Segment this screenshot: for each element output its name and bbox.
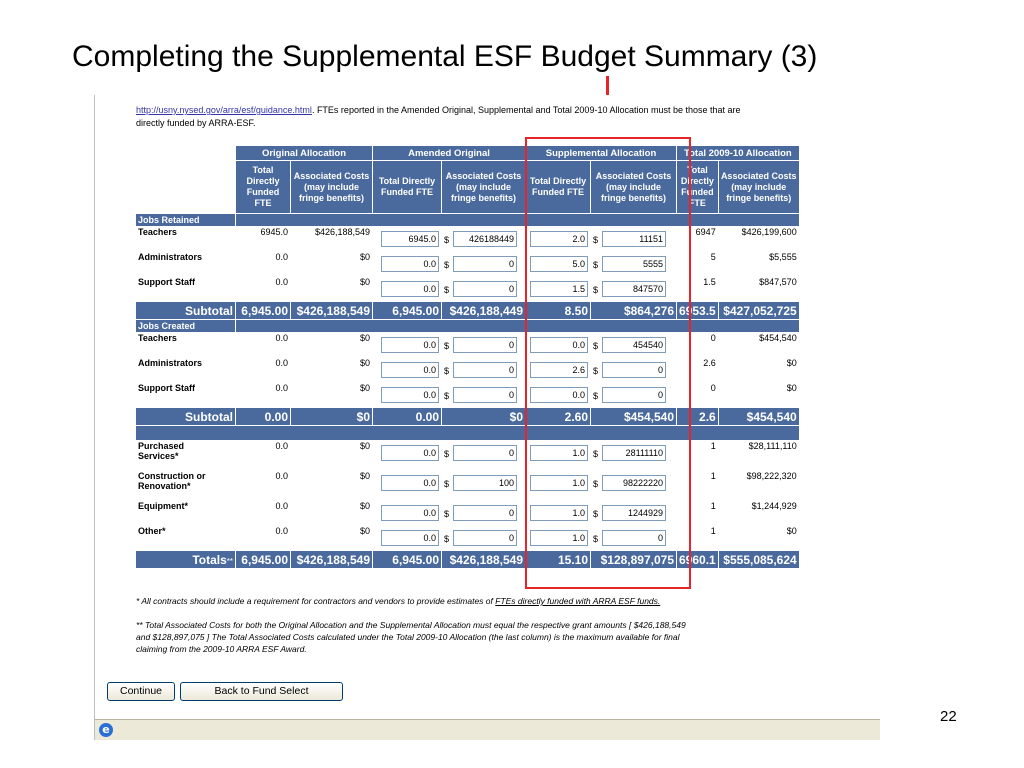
amend-cost-input[interactable]: 0 xyxy=(453,505,517,521)
row-label: Purchased xyxy=(138,441,185,451)
subtotal-supp-fte: 8.50 xyxy=(526,302,590,319)
subtotal-total-cost: $454,540 xyxy=(719,408,799,425)
totals-amend-cost: $426,188,549 xyxy=(442,551,525,568)
row-label: Administrators xyxy=(138,252,203,262)
subtotal-retained-row xyxy=(136,302,799,319)
subtotal-total-fte: 2.6 xyxy=(677,408,718,425)
total-fte: 1.5 xyxy=(703,277,716,287)
total-fte: 5 xyxy=(710,252,716,262)
supp-fte-cell xyxy=(526,227,590,251)
subtotal-amend-cost: $0 xyxy=(442,408,525,425)
orig-fte: 0.0 xyxy=(275,333,288,343)
supp-cost-cell xyxy=(591,227,676,251)
header-amended-original: Amended Original xyxy=(373,146,525,160)
header-original-allocation: Original Allocation xyxy=(236,146,372,160)
section-fill xyxy=(236,320,799,332)
supp-fte-cell xyxy=(526,358,590,382)
header-fte: Total Directly Funded FTE xyxy=(677,161,718,213)
continue-button[interactable]: Continue xyxy=(107,682,175,701)
browser-screenshot xyxy=(94,95,880,740)
currency-sign: $ xyxy=(593,260,599,270)
orig-cost: $0 xyxy=(359,526,370,536)
supp-cost-cell xyxy=(591,441,676,470)
header-costs: Associated Costs (may include fringe benefits) xyxy=(442,161,525,213)
row-label: Teachers xyxy=(138,333,177,343)
total-cost: $847,570 xyxy=(759,277,797,287)
supp-fte-input[interactable]: 1.0 xyxy=(530,530,588,546)
subtotal-orig-fte: 6,945.00 xyxy=(236,302,290,319)
header-costs: Associated Costs (may include fringe benefits) xyxy=(719,161,799,213)
amend-fte-cell xyxy=(373,471,441,500)
footnote-1 xyxy=(136,595,836,607)
amend-fte-cell xyxy=(373,277,441,301)
supp-cost-cell xyxy=(591,383,676,407)
header-total-allocation: Total 2009-10 Allocation xyxy=(677,146,799,160)
amend-fte-cell xyxy=(373,252,441,276)
row-label-line-2: Services* xyxy=(138,451,179,461)
table-row xyxy=(136,526,799,550)
total-cost: $0 xyxy=(786,358,797,368)
orig-fte: 6945.0 xyxy=(260,227,288,237)
status-bar xyxy=(95,719,880,740)
intro-text xyxy=(136,104,826,130)
amend-cost-input[interactable]: 0 xyxy=(453,362,517,378)
subtotal-orig-fte: 0.00 xyxy=(236,408,290,425)
amend-cost-cell xyxy=(442,358,525,382)
subtotal-total-cost: $427,052,725 xyxy=(719,302,799,319)
supp-cost-input[interactable]: 0 xyxy=(602,530,666,546)
amend-cost-input[interactable]: 0 xyxy=(453,281,517,297)
orig-cost: $0 xyxy=(359,252,370,262)
total-cost: $0 xyxy=(786,526,797,536)
row-label: Support Staff xyxy=(138,277,195,287)
section-jobs-retained: Jobs Retained xyxy=(136,214,235,226)
subtotal-supp-fte: 2.60 xyxy=(526,408,590,425)
table-row xyxy=(136,358,799,382)
supp-fte-input[interactable]: 1.0 xyxy=(530,475,588,491)
subtotal-created-row xyxy=(136,408,799,425)
subtotal-label: Subtotal xyxy=(136,302,235,319)
totals-row xyxy=(136,551,799,568)
total-fte: 0 xyxy=(710,383,716,393)
subtotal-label: Subtotal xyxy=(136,408,235,425)
amend-cost-cell xyxy=(442,471,525,500)
amend-cost-cell xyxy=(442,277,525,301)
total-cost: $454,540 xyxy=(759,333,797,343)
table-row xyxy=(136,277,799,301)
amend-cost-cell xyxy=(442,526,525,550)
currency-sign: $ xyxy=(593,449,599,459)
supp-fte-cell xyxy=(526,252,590,276)
currency-sign: $ xyxy=(444,260,450,270)
supp-fte-cell xyxy=(526,441,590,470)
supp-cost-cell xyxy=(591,333,676,357)
subtotal-supp-cost: $864,276 xyxy=(591,302,676,319)
header-blank xyxy=(136,146,235,160)
supp-fte-cell xyxy=(526,383,590,407)
orig-fte: 0.0 xyxy=(275,501,288,511)
supp-fte-input[interactable]: 2.6 xyxy=(530,362,588,378)
amend-cost-input[interactable]: 0 xyxy=(453,337,517,353)
totals-orig-cost: $426,188,549 xyxy=(291,551,372,568)
row-label-cell xyxy=(136,277,235,301)
currency-sign: $ xyxy=(593,479,599,489)
retained-rows xyxy=(136,227,799,301)
fte-guidance-link[interactable]: FTEs directly funded with ARRA ESF funds. xyxy=(495,596,661,606)
spacer-cell xyxy=(136,426,799,440)
supp-cost-input[interactable]: 0 xyxy=(602,362,666,378)
totals-label: Totals xyxy=(192,552,227,567)
subtotal-orig-cost: $0 xyxy=(291,408,372,425)
amend-cost-cell xyxy=(442,441,525,470)
row-label: Construction or xyxy=(138,471,206,481)
amend-cost-input[interactable]: 0 xyxy=(453,387,517,403)
total-fte: 0 xyxy=(710,333,716,343)
total-fte: 1 xyxy=(710,441,716,451)
total-fte: 1 xyxy=(710,526,716,536)
currency-sign: $ xyxy=(593,341,599,351)
supp-cost-input[interactable]: 98222220 xyxy=(602,475,666,491)
currency-sign: $ xyxy=(444,534,450,544)
total-cost: $0 xyxy=(786,383,797,393)
row-label-cell xyxy=(136,358,235,382)
total-cost: $1,244,929 xyxy=(751,501,797,511)
other-rows xyxy=(136,441,799,550)
supp-fte-input[interactable]: 0.0 xyxy=(530,337,588,353)
table-row xyxy=(136,383,799,407)
currency-sign: $ xyxy=(444,366,450,376)
amend-cost-cell xyxy=(442,333,525,357)
orig-cost: $0 xyxy=(359,501,370,511)
header-costs: Associated Costs (may include fringe benefits) xyxy=(591,161,676,213)
page-number: 22 xyxy=(940,708,957,725)
subtotal-supp-cost: $454,540 xyxy=(591,408,676,425)
amend-fte-cell xyxy=(373,333,441,357)
row-label: Administrators xyxy=(138,358,203,368)
orig-fte: 0.0 xyxy=(275,471,288,481)
supp-fte-input[interactable]: 5.0 xyxy=(530,256,588,272)
currency-sign: $ xyxy=(593,366,599,376)
amend-fte-cell xyxy=(373,526,441,550)
currency-sign: $ xyxy=(444,285,450,295)
footnote-2-line-3: claiming from the 2009-10 ARRA ESF Award. xyxy=(136,644,307,654)
amend-fte-input[interactable]: 0.0 xyxy=(381,505,439,521)
table-row xyxy=(136,333,799,357)
table-row xyxy=(136,471,799,500)
orig-cost: $0 xyxy=(359,383,370,393)
supp-cost-input[interactable]: 11151 xyxy=(602,231,666,247)
currency-sign: $ xyxy=(444,235,450,245)
total-fte: 6947 xyxy=(695,227,716,237)
orig-cost: $0 xyxy=(359,441,370,451)
supp-cost-input[interactable]: 847570 xyxy=(602,281,666,297)
amend-fte-input[interactable]: 6945.0 xyxy=(381,231,439,247)
orig-fte: 0.0 xyxy=(275,383,288,393)
supp-cost-input[interactable]: 28111110 xyxy=(602,445,666,461)
orig-fte: 0.0 xyxy=(275,526,288,536)
amend-cost-cell xyxy=(442,501,525,525)
supp-fte-input[interactable]: 0.0 xyxy=(530,387,588,403)
supp-cost-input[interactable]: 5555 xyxy=(602,256,666,272)
row-label: Teachers xyxy=(138,227,177,237)
currency-sign: $ xyxy=(593,391,599,401)
table-row xyxy=(136,441,799,470)
currency-sign: $ xyxy=(593,509,599,519)
amend-fte-cell xyxy=(373,441,441,470)
intro-text-1: . FTEs reported in the Amended Original, Supplemental and Total 2009-10 Allocation must be those that are xyxy=(311,105,741,115)
supp-fte-input[interactable]: 1.0 xyxy=(530,445,588,461)
supp-fte-cell xyxy=(526,526,590,550)
supp-cost-cell xyxy=(591,526,676,550)
subtotal-amend-fte: 6,945.00 xyxy=(373,302,441,319)
row-label-cell xyxy=(136,526,235,550)
supp-fte-input[interactable]: 2.0 xyxy=(530,231,588,247)
row-label-line-2: Renovation* xyxy=(138,481,191,491)
row-label-cell xyxy=(136,333,235,357)
intro-text-2: directly funded by ARRA-ESF. xyxy=(136,118,256,128)
amend-fte-input[interactable]: 0.0 xyxy=(381,337,439,353)
row-label-cell xyxy=(136,252,235,276)
footnote-1-text: * All contracts should include a requirement for contractors and vendors to provide estimates of xyxy=(136,596,496,606)
currency-sign: $ xyxy=(444,479,450,489)
orig-cost: $0 xyxy=(359,471,370,481)
amend-cost-input[interactable]: 0 xyxy=(453,445,517,461)
amend-cost-cell xyxy=(442,383,525,407)
supp-fte-cell xyxy=(526,501,590,525)
section-jobs-created: Jobs Created xyxy=(136,320,235,332)
spacer-row xyxy=(136,426,799,440)
amend-cost-input[interactable]: 0 xyxy=(453,530,517,546)
amend-fte-input[interactable]: 0.0 xyxy=(381,256,439,272)
header-fte: Total Directly Funded FTE xyxy=(236,161,290,213)
header-costs: Associated Costs (may include fringe benefits) xyxy=(291,161,372,213)
header-fte: Total Directly Funded FTE xyxy=(526,161,590,213)
table-row xyxy=(136,501,799,525)
orig-cost: $0 xyxy=(359,358,370,368)
subtotal-orig-cost: $426,188,549 xyxy=(291,302,372,319)
budget-table xyxy=(135,145,800,569)
amend-fte-input[interactable]: 0.0 xyxy=(381,387,439,403)
supp-cost-cell xyxy=(591,501,676,525)
totals-total-cost: $555,085,624 xyxy=(719,551,799,568)
footnote-2-line-2: and $128,897,075 ] The Total Associated Costs calculated under the Total 2009-10 Allocation (the last column) is the maximum available for final xyxy=(136,632,680,642)
currency-sign: $ xyxy=(444,449,450,459)
row-label-cell xyxy=(136,383,235,407)
orig-fte: 0.0 xyxy=(275,252,288,262)
supp-cost-cell xyxy=(591,471,676,500)
row-label-cell xyxy=(136,501,235,525)
amend-fte-cell xyxy=(373,227,441,251)
subtotal-total-fte: 6953.5 xyxy=(679,303,716,318)
orig-fte: 0.0 xyxy=(275,277,288,287)
header-fte: Total Directly Funded FTE xyxy=(373,161,441,213)
slide-title: Completing the Supplemental ESF Budget Summary (3) xyxy=(72,40,818,73)
amend-cost-cell xyxy=(442,227,525,251)
currency-sign: $ xyxy=(444,509,450,519)
total-fte: 1 xyxy=(710,471,716,481)
ie-page-icon: e xyxy=(99,723,113,737)
totals-orig-fte: 6,945.00 xyxy=(236,551,290,568)
supp-cost-cell xyxy=(591,252,676,276)
currency-sign: $ xyxy=(444,341,450,351)
supp-cost-input[interactable]: 454540 xyxy=(602,337,666,353)
totals-supp-fte: 15.10 xyxy=(526,551,590,568)
orig-fte: 0.0 xyxy=(275,358,288,368)
section-fill xyxy=(236,214,799,226)
amend-fte-input[interactable]: 0.0 xyxy=(381,530,439,546)
amend-fte-input[interactable]: 0.0 xyxy=(381,475,439,491)
amend-cost-input[interactable]: 0 xyxy=(453,256,517,272)
totals-total-fte: 6960.1 xyxy=(679,552,716,567)
total-cost: $98,222,320 xyxy=(746,471,797,481)
supp-fte-input[interactable]: 1.5 xyxy=(530,281,588,297)
amend-fte-input[interactable]: 0.0 xyxy=(381,445,439,461)
supp-fte-input[interactable]: 1.0 xyxy=(530,505,588,521)
amend-fte-input[interactable]: 0.0 xyxy=(381,281,439,297)
total-cost: $5,555 xyxy=(769,252,797,262)
totals-supp-cost: $128,897,075 xyxy=(591,551,676,568)
amend-fte-input[interactable]: 0.0 xyxy=(381,362,439,378)
row-label: Other* xyxy=(138,526,166,536)
row-label-cell xyxy=(136,227,235,251)
subtotal-amend-cost: $426,188,449 xyxy=(442,302,525,319)
footnote-2 xyxy=(136,619,836,655)
totals-amend-fte: 6,945.00 xyxy=(373,551,441,568)
orig-fte: 0.0 xyxy=(275,441,288,451)
created-rows xyxy=(136,333,799,407)
row-label-cell xyxy=(136,471,235,500)
currency-sign: $ xyxy=(444,391,450,401)
total-fte: 2.6 xyxy=(703,358,716,368)
totals-mark: ** xyxy=(226,556,233,566)
total-cost: $28,111,110 xyxy=(748,441,797,451)
guidance-link[interactable]: http://usny.nysed.gov/arra/esf/guidance.html xyxy=(136,105,312,115)
orig-cost: $0 xyxy=(359,333,370,343)
total-cost: $426,199,600 xyxy=(741,227,797,237)
total-fte: 1 xyxy=(710,501,716,511)
currency-sign: $ xyxy=(593,235,599,245)
header-supplemental-allocation: Supplemental Allocation xyxy=(526,146,676,160)
amend-cost-cell xyxy=(442,252,525,276)
row-label-cell xyxy=(136,441,235,470)
row-label: Support Staff xyxy=(138,383,195,393)
header-blank-2 xyxy=(136,161,235,213)
table-row xyxy=(136,227,799,251)
orig-cost: $0 xyxy=(359,277,370,287)
supp-fte-cell xyxy=(526,333,590,357)
supp-cost-input[interactable]: 0 xyxy=(602,387,666,403)
supp-fte-cell xyxy=(526,277,590,301)
supp-cost-input[interactable]: 1244929 xyxy=(602,505,666,521)
back-to-fund-select-button[interactable]: Back to Fund Select xyxy=(180,682,343,701)
amend-fte-cell xyxy=(373,501,441,525)
supp-cost-cell xyxy=(591,358,676,382)
amend-fte-cell xyxy=(373,383,441,407)
supp-cost-cell xyxy=(591,277,676,301)
amend-cost-input[interactable]: 100 xyxy=(453,475,517,491)
orig-cost: $426,188,549 xyxy=(314,227,370,237)
currency-sign: $ xyxy=(593,285,599,295)
supp-fte-cell xyxy=(526,471,590,500)
footnote-2-line-1: ** Total Associated Costs for both the Original Allocation and the Supplemental Allocation must equal the respective grant amounts [ $426,188,549 xyxy=(136,620,686,630)
row-label: Equipment* xyxy=(138,501,189,511)
table-row xyxy=(136,252,799,276)
subtotal-amend-fte: 0.00 xyxy=(373,408,441,425)
amend-cost-input[interactable]: 426188449 xyxy=(453,231,517,247)
totals-label-cell xyxy=(136,551,235,568)
currency-sign: $ xyxy=(593,534,599,544)
amend-fte-cell xyxy=(373,358,441,382)
